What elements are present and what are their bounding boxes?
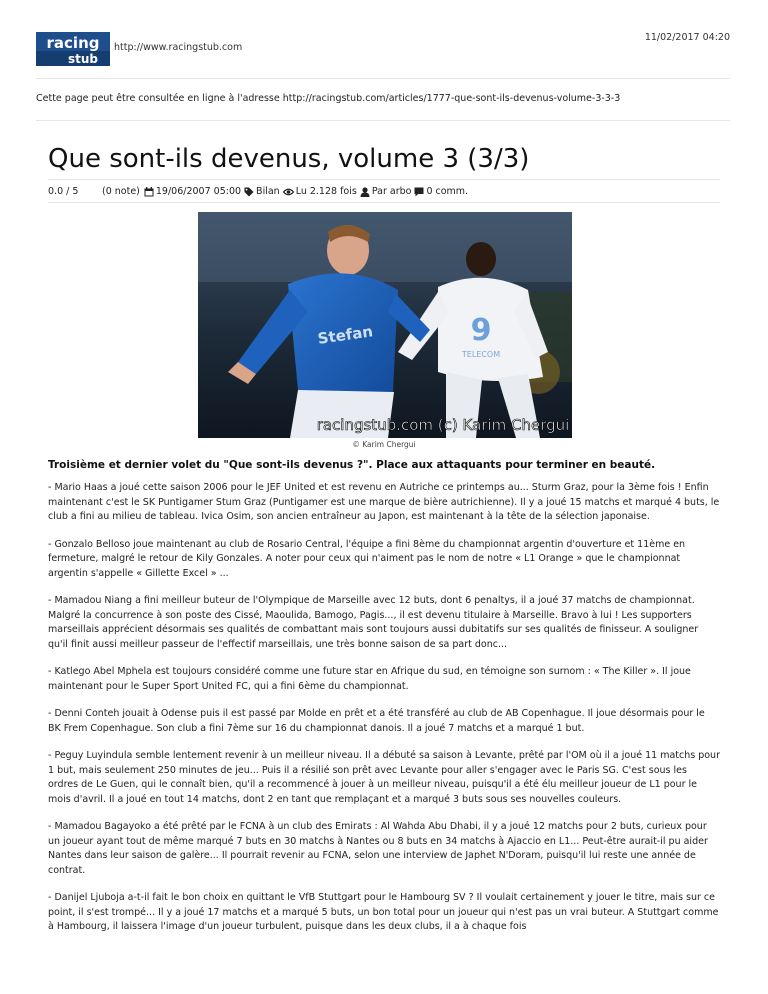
divider	[48, 179, 720, 180]
site-url-link[interactable]: http://www.racingstub.com	[114, 42, 243, 53]
article-paragraph: - Mario Haas a joué cette saison 2006 pour le JEF United et est revenu en Autriche ce printemps au... Sturm Graz, pour la 3ème fois ! Enfin maintenant c'est le SK Puntigamer Stum Graz (Puntigamer est une marque de bière autrichienne). Il y a joué 15 matchs et marqué 4 buts, le club a fini au milieu de tableau. Ivica Osim, son ancien entraîneur au Japon, est maintenant à la tête de la sélection japonaise.	[48, 482, 720, 522]
meta-comments-text[interactable]: 0 comm.	[426, 186, 469, 197]
article-title: Que sont-ils devenus, volume 3 (3/3)	[48, 144, 530, 174]
article-photo	[198, 212, 572, 438]
svg-text:racing: racing	[46, 34, 100, 52]
football-match-photo	[198, 212, 572, 438]
article-paragraph: - Denni Conteh jouait à Odense puis il est passé par Molde en prêt et a été transféré au club de AB Copenhague. Il joue désormais pour le BK Frem Copenhague. Son club a fini 7ème sur 16 du championnat danois. Il a joué 7 matchs et a marqué 1 but.	[48, 708, 705, 734]
article-meta	[48, 186, 471, 197]
print-date: 11/02/2017 04:20	[644, 32, 730, 43]
article-paragraph: - Gonzalo Belloso joue maintenant au club de Rosario Central, l'équipe a fini 8ème du championnat argentin d'ouverture et 11ème en fermeture, malgré le retour de Kily Gonzales. A noter pour ceux qui n'aiment pas le nom de notre « L1 Orange » que le championnat argentin s'appelle « Gillette Excel » ...	[48, 538, 686, 579]
article-paragraph: - Katlego Abel Mphela est toujours considéré comme une future star en Afrique du sud, en témoigne son surnom : « The Killer ». Il joue maintenant pour le Super Sport United FC, qui a fini 6ème du championnat.	[48, 666, 691, 692]
photo-credit: © Karim Chergui	[352, 440, 416, 449]
meta-views-text: Lu 2.128 fois	[295, 186, 357, 197]
svg-text:TELECOM: TELECOM	[461, 350, 501, 359]
divider	[36, 120, 730, 121]
calendar-icon	[144, 187, 154, 197]
user-icon	[360, 187, 370, 197]
meta-date-text: 19/06/2007 05:00	[155, 186, 242, 197]
divider	[48, 202, 720, 203]
meta-category[interactable]	[244, 186, 280, 197]
rating-count: (0 note)	[102, 186, 140, 197]
article-lead: Troisième et dernier volet du "Que sont-ils devenus ?". Place aux attaquants pour terminer en beauté.	[48, 459, 656, 471]
meta-date	[144, 186, 241, 197]
meta-category-text[interactable]: Bilan	[256, 186, 280, 197]
divider	[36, 78, 730, 79]
meta-author[interactable]	[360, 186, 412, 197]
comment-icon	[414, 187, 424, 197]
page-header	[36, 30, 730, 70]
svg-text:Stefan: Stefan	[316, 322, 375, 348]
meta-author-text[interactable]: Par arbo	[371, 186, 412, 197]
article-paragraph: - Mamadou Bagayoko a été prêté par le FCNA à un club des Emirats : Al Wahda Abu Dhabi, il y a joué 12 matchs pour 2 buts, curieux pour un joueur ayant tout de même marqué 7 buts en 30 matchs à Nantes ou 8 buts en 34 matchs à Ajaccio en L1... Peut-être aurait-il pu aider Nantes dans leur saison de galère... Il pourrait revenir au FCNA, selon une interview de Japhet N'Doram, puisqu'il lui reste une année de contrat.	[48, 821, 708, 876]
racingstub-logo[interactable]	[36, 32, 110, 66]
article-paragraph: - Peguy Luyindula semble lentement revenir à un meilleur niveau. Il a débuté sa saison à Levante, prêté par l'OM où il a joué 11 matchs pour 1 but, mais seulement 250 minutes de jeu... Puis il a résilié son prêt avec Levante pour aller s'engager avec le Paris SG. C'est sous les ordres de Le Guen, qui le connaît bien, qu'il a recommencé à jouer à un meilleur niveau, puisqu'il a été élu meilleur joueur de L1 pour le mois d'avril. Il a joué en tout 14 matchs, dont 2 en tant que remplaçant et a marqué 3 buts sous ses nouvelles couleurs.	[48, 750, 720, 805]
eye-icon	[283, 187, 294, 197]
svg-text:stub: stub	[67, 52, 99, 66]
online-url-notice[interactable]: Cette page peut être consultée en ligne à l'adresse http://racingstub.com/articles/1777-que-sont-ils-devenus-volume-3-3-3	[36, 93, 621, 104]
meta-comments[interactable]	[414, 186, 468, 197]
article-paragraph: - Mamadou Niang a fini meilleur buteur de l'Olympique de Marseille avec 12 buts, dont 6 penaltys, il a joué 37 matchs de championnat. Malgré la concurrence à son poste des Cissé, Maoulida, Bamogo, Pagis..., il est devenu titulaire à Marseille. Bravo à lui ! Les supporters marseillais apprécient désormais ses qualités de combattant mais sont toujours aussi dubitatifs sur ses qualités de finisseur. A souligner qu'il finit aussi meilleur passeur de l'effectif marseillais, une très bonne saison de sa part donc...	[48, 595, 699, 650]
svg-text:9: 9	[470, 313, 492, 348]
article-body	[48, 458, 720, 948]
rating-value[interactable]: 0.0 / 5	[48, 186, 79, 197]
svg-text:racingstub.com (c) Karim Cherg: racingstub.com (c) Karim Chergui	[316, 416, 570, 434]
meta-views	[283, 186, 357, 197]
tag-icon	[244, 187, 254, 197]
article-paragraph: - Danijel Ljuboja a-t-il fait le bon choix en quittant le VfB Stuttgart pour le Hambourg SV ? Il voulait certainement y jouer le titre, mais sur ce point, il s'est trompé... Il y a joué 17 matchs et a marqué 5 buts, un bon total pour un joueur qui n'est pas un vrai buteur. A Stuttgart comme à Hambourg, il laissera l'image d'un joueur turbulent, puisque dans les deux clubs, il a à chaque fois	[48, 892, 719, 932]
